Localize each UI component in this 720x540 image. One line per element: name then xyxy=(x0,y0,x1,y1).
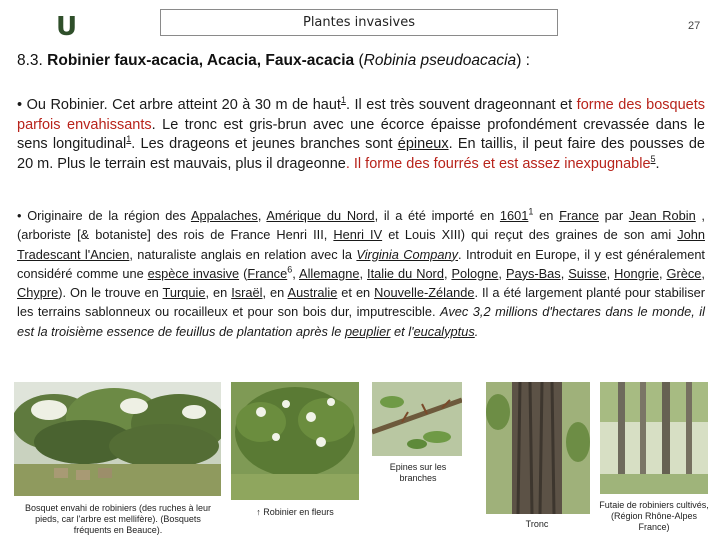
p2-text: , en xyxy=(262,285,288,301)
link-france[interactable]: France xyxy=(247,265,288,281)
link-nouvelle-zelande[interactable]: Nouvelle-Zélande xyxy=(374,285,475,301)
p2-italic: Avec 3,2 millions d'hectares dans le monde, il est la troisième essence de feuillus de plantation après le xyxy=(17,304,705,339)
p2-text: et Louis XIII) qui reçut des graines de son ami xyxy=(382,227,678,243)
section-heading xyxy=(17,52,707,70)
footnote-ref[interactable]: 5 xyxy=(650,153,656,164)
p1-s4: . Le tronc est gris-brun avec une écorce épaisse profondément crevassée dans le sens longitudinal xyxy=(17,116,705,152)
p2-text: , xyxy=(498,265,506,281)
link-amerique-du-nord[interactable]: Amérique du Nord xyxy=(266,208,375,223)
footnote-ref[interactable]: 1 xyxy=(528,206,534,217)
link-virginia-company[interactable]: Virginia Company xyxy=(356,246,459,262)
photo-fleurs xyxy=(231,382,359,500)
p2-italic: et l' xyxy=(390,323,414,339)
site-logo: U xyxy=(56,12,78,42)
p2-text: , naturaliste anglais en relation avec la xyxy=(129,246,357,262)
link-turquie[interactable]: Turquie xyxy=(162,285,206,301)
latin-close: ) : xyxy=(516,52,530,69)
section-number: 8.3. xyxy=(17,52,43,69)
latin-name: Robinia pseudoacacia xyxy=(363,52,517,69)
p1-s8: . Il forme des fourrés et est assez inexpugnable xyxy=(345,155,651,172)
p1-s3: forme des bosquets parfois envahissants xyxy=(17,97,705,133)
photo-futaie xyxy=(600,382,708,494)
link-eucalyptus[interactable]: eucalyptus xyxy=(413,323,475,339)
p2-text: , il a été importé en xyxy=(374,208,500,223)
caption-epines: Epines sur les branches xyxy=(389,462,447,483)
p2-text: en xyxy=(533,208,560,223)
p2-text: , xyxy=(359,265,368,281)
link-john-tradescant[interactable]: John Tradescant l'Ancien xyxy=(17,227,705,262)
origin-paragraph xyxy=(17,206,705,341)
p2-text: , xyxy=(443,265,452,281)
p1-s5: . Les drageons et jeunes branches sont xyxy=(131,136,398,152)
p1-s9: . xyxy=(655,155,660,172)
link-israel[interactable]: Israël xyxy=(231,285,263,301)
link-france[interactable]: France xyxy=(559,208,599,223)
p2-text: , (arboriste [& botaniste] des rois de France Henri III, xyxy=(17,208,705,243)
link-peuplier[interactable]: peuplier xyxy=(344,323,391,339)
link-pologne[interactable]: Pologne xyxy=(451,265,499,281)
common-names: Robinier faux-acacia, Acacia, Faux-acacia xyxy=(47,52,355,69)
link-epineux[interactable]: épineux xyxy=(397,136,449,152)
footnote-ref[interactable]: 6 xyxy=(287,264,293,275)
photo-tronc xyxy=(486,382,590,514)
link-henri-iv[interactable]: Henri IV xyxy=(333,227,383,243)
p2-italic: . xyxy=(474,323,479,339)
caption-fleurs: ↑ Robinier en fleurs xyxy=(256,507,334,517)
p2-text: et en xyxy=(337,285,375,301)
footnote-ref[interactable]: 1 xyxy=(126,134,132,145)
p2-text: ( xyxy=(239,265,248,281)
p2-text: , xyxy=(292,265,300,281)
link-hongrie[interactable]: Hongrie xyxy=(614,265,659,281)
link-allemagne[interactable]: Allemagne xyxy=(299,265,360,281)
photo-epines xyxy=(372,382,462,456)
p1-s2: . Il est très souvent drageonnant et xyxy=(345,97,573,113)
link-chypre[interactable]: Chypre xyxy=(17,285,59,301)
p2-text: . Il a été largement planté pour stabiliser les terrains sablonneux ou rocailleux et pour son bois dur, imputrescible. xyxy=(17,285,705,320)
link-1601[interactable]: 1601 xyxy=(499,208,529,223)
p2-text: , en xyxy=(205,285,232,301)
page-number: 27 xyxy=(688,20,701,32)
caption-futaie: Futaie de robiniers cultivés, (Région Rhône-Alpes France) xyxy=(599,500,709,532)
link-suisse[interactable]: Suisse xyxy=(568,265,607,281)
p1-s1: • Ou Robinier. Cet arbre atteint 20 à 30 m de haut xyxy=(17,97,341,113)
p2-text: ). On le trouve en xyxy=(58,285,163,301)
caption-tronc: Tronc xyxy=(525,519,549,529)
link-italie-du-nord[interactable]: Italie du Nord xyxy=(367,265,444,281)
p2-text: , xyxy=(658,265,667,281)
link-appalaches[interactable]: Appalaches xyxy=(190,208,258,223)
p2-text: , xyxy=(560,265,569,281)
p2-text: • Originaire de la région des xyxy=(17,208,191,223)
caption-bosquet: Bosquet envahi de robiniers (des ruches à leur pieds, car l'arbre est mellifère). (Bosquets fréquents en Beauce). xyxy=(24,503,212,535)
photo-bosquet xyxy=(14,382,221,496)
p2-text: , xyxy=(257,208,267,223)
link-jean-robin[interactable]: Jean Robin xyxy=(628,208,696,223)
p1-s7: . En taillis, il peut faire des pousses de 20 m. Plus le terrain est mauvais, plus il drageonne xyxy=(17,136,705,172)
latin-open: ( xyxy=(358,52,364,69)
p2-text: , xyxy=(701,265,705,281)
p2-text: . Introduit en Europe, il y est généralement considéré comme une xyxy=(17,246,705,281)
page-title: Plantes invasives xyxy=(160,9,558,36)
link-pays-bas[interactable]: Pays-Bas xyxy=(505,265,561,281)
link-australie[interactable]: Australie xyxy=(287,285,338,301)
footnote-ref[interactable]: 1 xyxy=(340,95,346,106)
link-grece[interactable]: Grèce xyxy=(666,265,702,281)
description-paragraph xyxy=(17,96,705,174)
p2-text: , xyxy=(606,265,615,281)
p2-text: par xyxy=(598,208,629,223)
link-espece-invasive[interactable]: espèce invasive xyxy=(147,265,240,281)
